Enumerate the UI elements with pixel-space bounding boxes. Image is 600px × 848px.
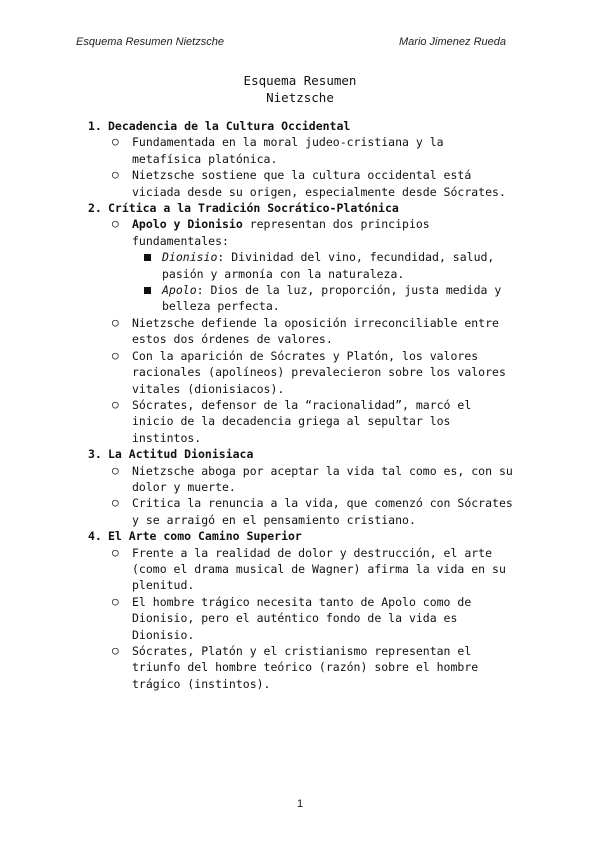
- title-line-1: Esquema Resumen: [243, 73, 357, 88]
- item-text: Fundamentada en la moral judeo-cristiana y la metafísica platónica.: [132, 135, 444, 166]
- list-item: [88, 643, 518, 692]
- section-title: El Arte como Camino Superior: [108, 529, 302, 544]
- item-bold-term: Apolo y Dionisio: [132, 217, 243, 232]
- item-text: Nietzsche sostiene que la cultura occidental está viciada desde su origen, especialmente desde Sócrates.: [132, 168, 506, 199]
- square-bullet-icon: [144, 287, 151, 294]
- item-text: Nietzsche aboga por aceptar la vida tal como es, con su dolor y muerte.: [132, 463, 513, 494]
- circle-bullet-icon: ○: [112, 168, 119, 182]
- circle-bullet-icon: ○: [112, 348, 119, 362]
- circle-bullet-icon: ○: [112, 217, 119, 231]
- circle-bullet-icon: ○: [112, 463, 119, 477]
- title-line-2: Nietzsche: [266, 90, 334, 105]
- item-text: Nietzsche defiende la oposición irreconciliable entre estos dos órdenes de valores.: [132, 315, 499, 347]
- section-title: Crítica a la Tradición Socrático-Platónica: [108, 201, 399, 216]
- list-item: [88, 495, 518, 528]
- circle-bullet-icon: ○: [112, 594, 119, 608]
- section-number: 2.: [88, 201, 102, 216]
- circle-bullet-icon: ○: [112, 315, 119, 329]
- list-item: [88, 134, 518, 167]
- document-body: [88, 118, 518, 692]
- section-4: [88, 528, 518, 544]
- list-item: [88, 594, 518, 643]
- section-number: 4.: [88, 529, 102, 544]
- sub-list-item: [88, 249, 518, 282]
- header-right: Mario Jimenez Rueda: [399, 36, 506, 48]
- item-text: Critica la renuncia a la vida, que comenzó con Sócrates y se arraigó en el pensamiento cristiano.: [132, 496, 513, 527]
- item-text: Sócrates, Platón y el cristianismo representan el triunfo del hombre teórico (razón) sobre el hombre trágico (instintos).: [132, 644, 479, 691]
- list-item: [88, 397, 518, 446]
- item-text: Sócrates, defensor de la “racionalidad”, marcó el inicio de la decadencia griega al sepultar los instintos.: [132, 397, 472, 445]
- sub-item-text: : Dios de la luz, proporción, justa medida y belleza perfecta.: [162, 283, 502, 314]
- document-title: [0, 72, 600, 106]
- square-bullet-icon: [144, 254, 151, 261]
- list-item: [88, 216, 518, 249]
- list-item: [88, 463, 518, 496]
- section-number: 3.: [88, 447, 102, 462]
- section-2: [88, 200, 518, 216]
- circle-bullet-icon: ○: [112, 545, 119, 559]
- item-text: El hombre trágico necesita tanto de Apolo como de Dionisio, pero el auténtico fondo de la vida es Dionisio.: [132, 594, 472, 642]
- section-title: La Actitud Dionisiaca: [108, 447, 254, 462]
- section-1: [88, 118, 518, 134]
- page-number: 1: [296, 798, 304, 810]
- list-item: [88, 545, 518, 594]
- sub-list-item: [88, 282, 518, 315]
- section-title: Decadencia de la Cultura Occidental: [108, 119, 351, 133]
- list-item: [88, 167, 518, 200]
- header-left: Esquema Resumen Nietzsche: [76, 36, 224, 48]
- list-item: [88, 348, 518, 397]
- circle-bullet-icon: ○: [112, 644, 119, 657]
- section-3: [88, 446, 518, 462]
- section-number: 1.: [88, 119, 102, 133]
- list-item: [88, 315, 518, 348]
- sub-item-term: Apolo: [162, 283, 197, 298]
- circle-bullet-icon: ○: [112, 496, 119, 510]
- item-text: representan dos principios fundamentales:: [132, 217, 430, 248]
- sub-item-term: Dionisio: [162, 250, 218, 265]
- circle-bullet-icon: ○: [112, 135, 119, 149]
- sub-item-text: : Divinidad del vino, fecundidad, salud, pasión y armonía con la naturaleza.: [162, 250, 495, 281]
- item-text: Frente a la realidad de dolor y destrucción, el arte (como el drama musical de Wagner) afirma la vida en su plenitud.: [132, 545, 506, 593]
- item-text: Con la aparición de Sócrates y Platón, los valores racionales (apolíneos) prevalecieron sobre los valores vitales (dionisiacos).: [132, 348, 506, 396]
- circle-bullet-icon: ○: [112, 397, 119, 411]
